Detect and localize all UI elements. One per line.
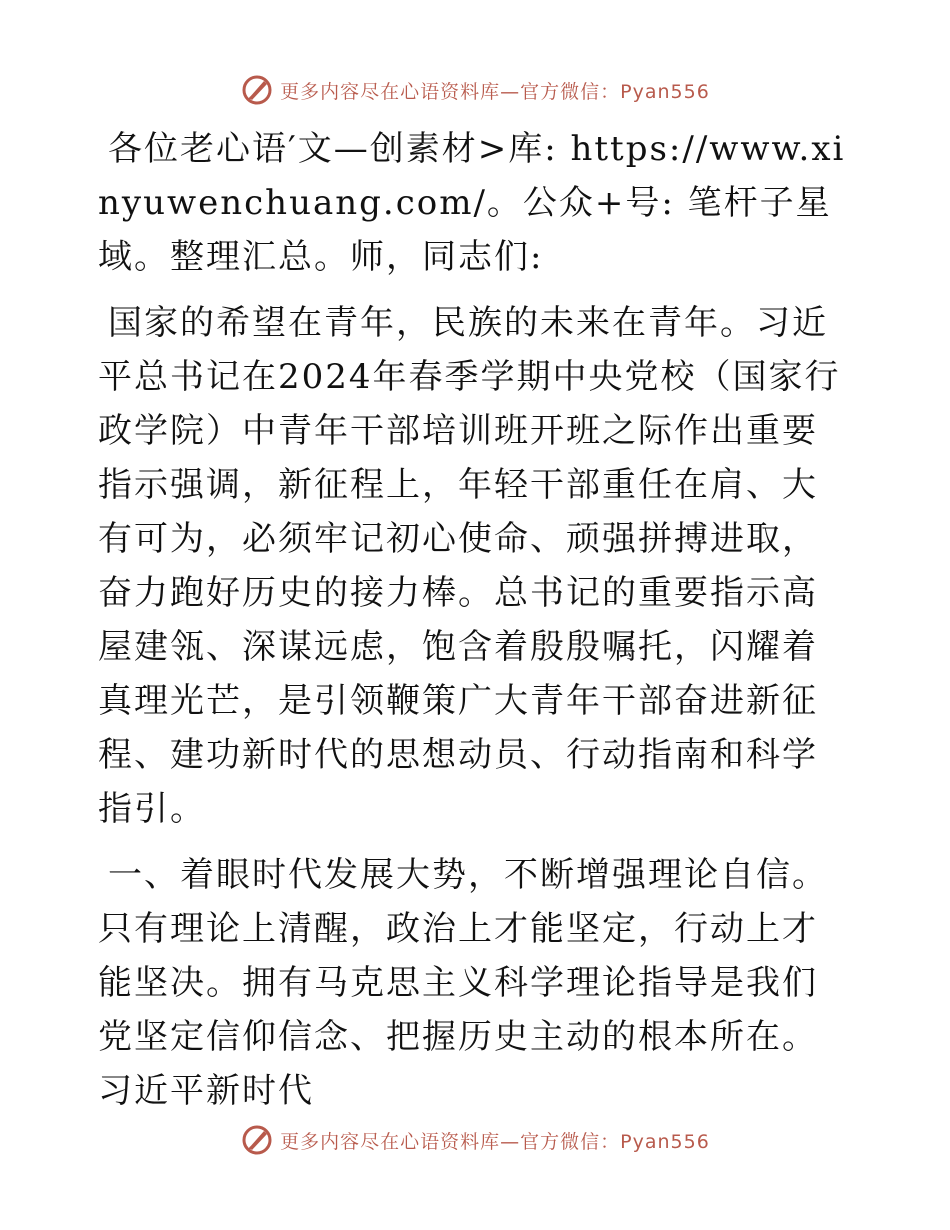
footer-banner-text: 更多内容尽在心语资料库—官方微信：Pyan556 xyxy=(280,1130,710,1153)
header-banner xyxy=(0,70,950,110)
paragraph-greeting: 各位老心语′文—创素材>库: https://www.xinyuwenchuang.com/。公众+号: 笔杆子星域。整理汇总。师，同志们: xyxy=(98,129,846,277)
footer-banner xyxy=(0,1120,950,1160)
quill-circle-logo-icon xyxy=(240,1123,274,1157)
paragraph-section-one: 一、着眼时代发展大势，不断增强理论自信。只有理论上清醒，政治上才能坚定，行动上才能坚决。拥有马克思主义科学理论指导是我们党坚定信仰信念、把握历史主动的根本所在。习近平新时代 xyxy=(98,855,828,1111)
paragraph-intro: 国家的希望在青年，民族的未来在青年。习近平总书记在2024年春季学期中央党校（国家行政学院）中青年干部培训班开班之际作出重要指示强调，新征程上，年轻干部重任在肩、大有可为，必须牢记初心使命、顽强拼搏进取，奋力跑好历史的接力棒。总书记的重要指示高屋建瓴、深谋远虑，饱含着殷殷嘱托，闪耀着真理光芒，是引领鞭策广大青年干部奋进新征程、建功新时代的思想动员、行动指南和科学指引。 xyxy=(98,303,841,829)
document-body xyxy=(98,122,850,1130)
header-banner-text: 更多内容尽在心语资料库—官方微信：Pyan556 xyxy=(280,80,710,103)
quill-circle-logo-icon xyxy=(240,73,274,107)
